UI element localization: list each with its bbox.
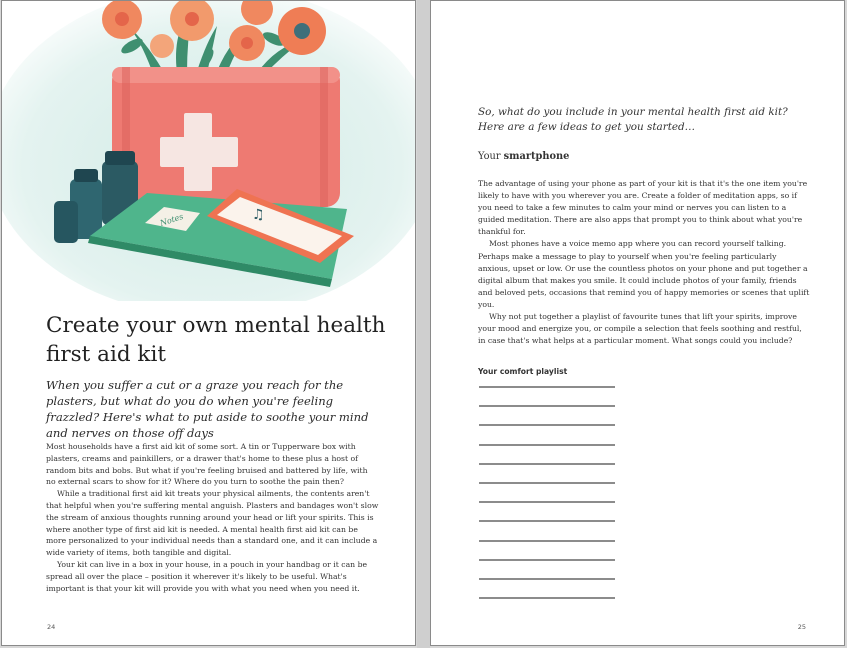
playlist-line [479,463,615,465]
left-body-text [46,441,379,594]
notebook-label: Notes [158,211,185,228]
page-number-left: 24 [47,623,56,631]
section-heading-prefix: Your [478,151,504,162]
section-heading-bold: smartphone [503,151,570,162]
music-note-icon: ♫ [252,207,265,223]
playlist-line [479,597,615,599]
first-aid-box [112,67,340,207]
paragraph: The advantage of using your phone as part of your kit is that it's the one item you're likely to have with you wherever you are. Create a folder of meditation apps, so if you need to take a few minutes to calm your mind or nerves you can listen to a guided meditation. There are also apps that prompt you to think about what you're thankful for. [478,179,808,237]
playlist-line [479,444,615,446]
paragraph: While a traditional first aid kit treats your physical ailments, the contents aren't that helpful when you're suffering mental anguish. Plasters and bandages won't slow the stream of anxious thoughts running around your head or lift your spirits. This is where another type of first aid kit is needed. A mental health first aid kit can be more personalized to your individual needs than a standard one, and it can include a wide variety of items, both tangible and digital. [46,489,379,558]
standfirst: When you suffer a cut or a graze you reach for the plasters, but what do you do when you're feeling frazzled? Here's what to put aside to soothe your mind and nerves on those off days [46,378,369,440]
paragraph: Most phones have a voice memo app where you can record yourself talking. Perhaps make a message to play to yourself when you're feeling particularly anxious, upset or low. Or use the countless photos on your phone and put together a digital album that makes you smile. It could include photos of your family, friends and beloved pets, occasions that remind you of happy memories or scenes that uplift you. [478,239,810,309]
paragraph: Most households have a first aid kit of some sort. A tin or Tupperware box with plasters, creams and painkillers, or a drawer that's home to these plus a host of random bits and bobs. But what if you're feeling bruised and battered by life, with no external scars to show for it? Where do you turn to soothe the pain then? [46,442,368,487]
playlist-write-in-lines [479,386,615,616]
right-body-text [478,178,811,347]
playlist-heading: Your comfort playlist [478,367,568,376]
playlist-line [479,559,615,561]
playlist-line [479,424,615,426]
right-page [430,0,845,646]
intro-text: So, what do you include in your mental health first aid kit? Here are a few ideas to get you started… [478,106,788,133]
playlist-line [479,578,615,580]
playlist-line [479,520,615,522]
page-title: Create your own mental health first aid kit [46,313,386,367]
section-heading [478,151,569,162]
page-number-right: 25 [797,623,806,631]
paragraph: Your kit can live in a box in your house, in a pouch in your handbag or it can be spread all over the place – position it wherever it's likely to be useful. What's important is that your kit will provide you with what you need when you need it. [46,559,368,593]
playlist-line [479,482,615,484]
left-page [1,0,416,646]
playlist-line [479,405,615,407]
playlist-line [479,501,615,503]
book-gutter [417,0,430,648]
first-aid-kit-illustration [2,1,415,301]
playlist-line [479,386,615,388]
playlist-line [479,540,615,542]
paragraph: Why not put together a playlist of favourite tunes that lift your spirits, improve your mood and energize you, or compile a selection that feels soothing and restful, in case that's what helps at a particular moment. What songs could you include? [478,312,802,346]
